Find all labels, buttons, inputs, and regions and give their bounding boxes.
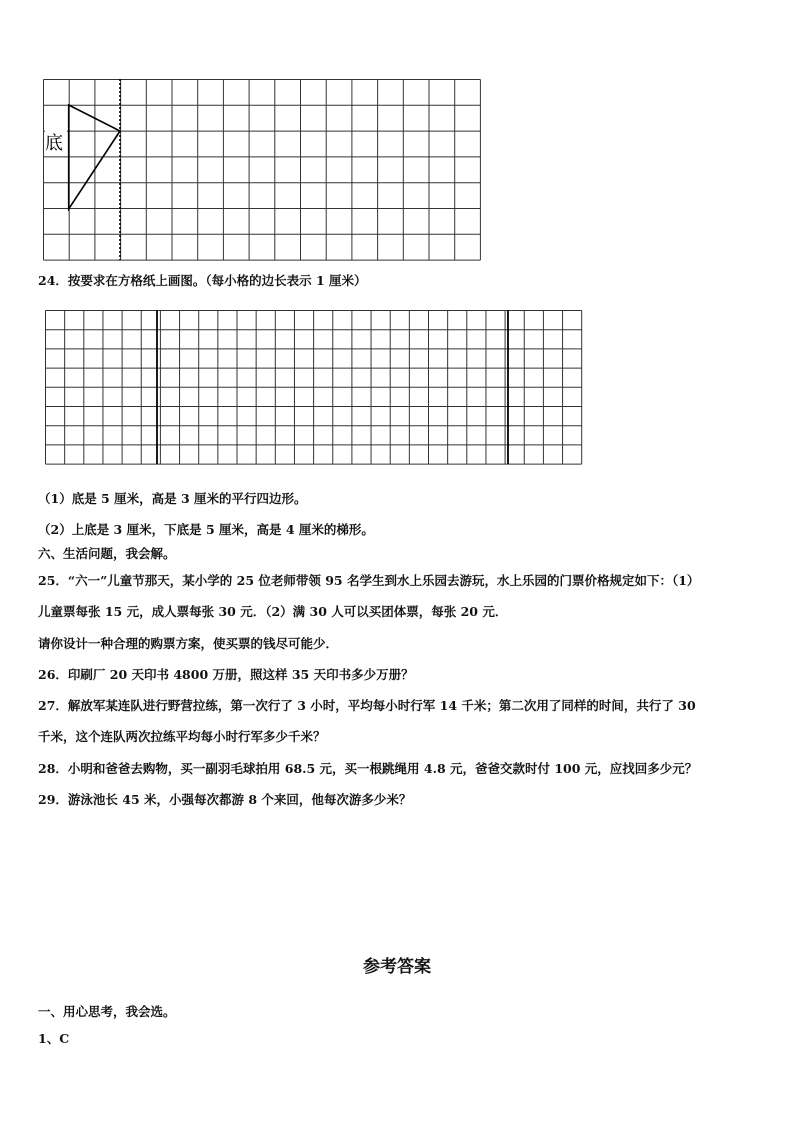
section-6-heading: 六、生活问题，我会解。 [38,546,176,561]
answer-item-1: 1、C [38,1031,70,1046]
question-27-line-1: 27．解放军某连队进行野营拉练，第一次行了 3 小时，平均每小时行军 14 千米；第二次用了同样的时间，共行了 30 [38,698,696,713]
question-25-line-2: 儿童票每张 15 元，成人票每张 30 元．（2）满 30 人可以买团体票，每张 20 元． [38,604,508,619]
question-26: 26．印刷厂 20 天印书 4800 万册，照这样 35 天印书多少万册？ [38,667,414,682]
answers-title: 参考答案 [363,957,431,977]
answers-section-1: 一、用心思考，我会选。 [38,1004,176,1019]
question-28: 28．小明和爸爸去购物，买一副羽毛球拍用 68.5 元，买一根跳绳用 4.8 元，爸爸交款时付 100 元，应找回多少元？ [38,761,698,776]
question-27-line-2: 千米，这个连队两次拉练平均每小时行军多少千米？ [38,729,326,744]
question-24: 24．按要求在方格纸上画图。（每小格的边长表示 1 厘米） [38,273,367,288]
question-24-part-2: （2）上底是 3 厘米，下底是 5 厘米，高是 4 厘米的梯形。 [38,522,374,537]
drawing-grid[interactable] [45,310,583,466]
base-label: 底 [45,133,63,153]
question-25-line-1: 25．“六一”儿童节那天，某小学的 25 位老师带领 95 名学生到水上乐园去游玩，水上乐园的门票价格规定如下：（1） [38,573,700,588]
question-29: 29．游泳池长 45 米，小强每次都游 8 个来回，他每次游多少米？ [38,792,412,807]
question-25-line-3: 请你设计一种合理的购票方案，使买票的钱尽可能少． [38,636,339,651]
question-24-part-1: （1）底是 5 厘米，高是 3 厘米的平行四边形。 [38,491,307,506]
symmetry-grid-figure [43,79,481,262]
